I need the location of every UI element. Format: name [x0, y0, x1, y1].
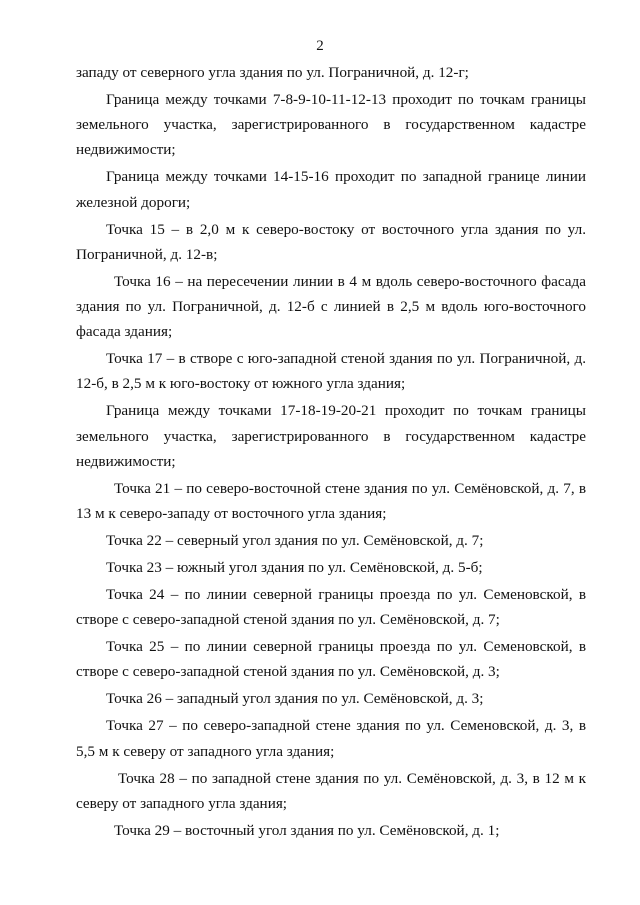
- paragraph-boundary-7-13: Граница между точками 7-8-9-10-11-12-13 проходит по точкам границы земельного участка, зарегистрированного в государственном кадастре недвижимости;: [76, 91, 586, 159]
- paragraph-point-25: Точка 25 – по линии северной границы проезда по ул. Семеновской, в створе с северо-западной стеной здания по ул. Семёновской, д. 3;: [76, 638, 586, 681]
- paragraph-boundary-14-16: Граница между точками 14-15-16 проходит по западной границе линии железной дороги;: [76, 168, 586, 211]
- paragraph-point-27: Точка 27 – по северо-западной стене здания по ул. Семеновской, д. 3, в 5,5 м к северу от западного угла здания;: [76, 717, 586, 760]
- paragraph-point-16: Точка 16 – на пересечении линии в 4 м вдоль северо-восточного фасада здания по ул. Пограничной, д. 12-б с линией в 2,5 м вдоль юго-восточного фасада здания;: [76, 272, 586, 341]
- page-number: 2: [316, 38, 324, 54]
- paragraph-point-24: Точка 24 – по линии северной границы проезда по ул. Семеновской, в створе с северо-западной стеной здания по ул. Семёновской, д. 7;: [76, 586, 586, 629]
- paragraph-point-26: Точка 26 – западный угол здания по ул. Семёновской, д. 3;: [106, 690, 484, 708]
- paragraph-point-15: Точка 15 – в 2,0 м к северо-востоку от восточного угла здания по ул. Пограничной, д. 12-в;: [76, 220, 586, 263]
- paragraph-point-17: Точка 17 – в створе с юго-западной стеной здания по ул. Пограничной, д. 12-б, в 2,5 м к юго-востоку от южного угла здания;: [76, 350, 586, 393]
- paragraph-point-21: Точка 21 – по северо-восточной стене здания по ул. Семёновской, д. 7, в 13 м к северо-западу от восточного угла здания;: [76, 479, 586, 523]
- paragraph-point-23: Точка 23 – южный угол здания по ул. Семёновской, д. 5-б;: [106, 559, 483, 577]
- paragraph-point-22: Точка 22 – северный угол здания по ул. Семёновской, д. 7;: [106, 532, 484, 550]
- paragraph-boundary-17-21: Граница между точками 17-18-19-20-21 проходит по точкам границы земельного участка, зарегистрированного в государственном кадастре недвижимости;: [76, 402, 586, 470]
- document-body: [76, 60, 586, 845]
- paragraph-continuation: западу от северного угла здания по ул. Пограничной, д. 12-г;: [76, 64, 469, 81]
- paragraph-point-28: Точка 28 – по западной стене здания по ул. Семёновской, д. 3, в 12 м к северу от западного угла здания;: [76, 769, 586, 812]
- paragraph-point-29: Точка 29 – восточный угол здания по ул. Семёновской, д. 1;: [114, 821, 500, 839]
